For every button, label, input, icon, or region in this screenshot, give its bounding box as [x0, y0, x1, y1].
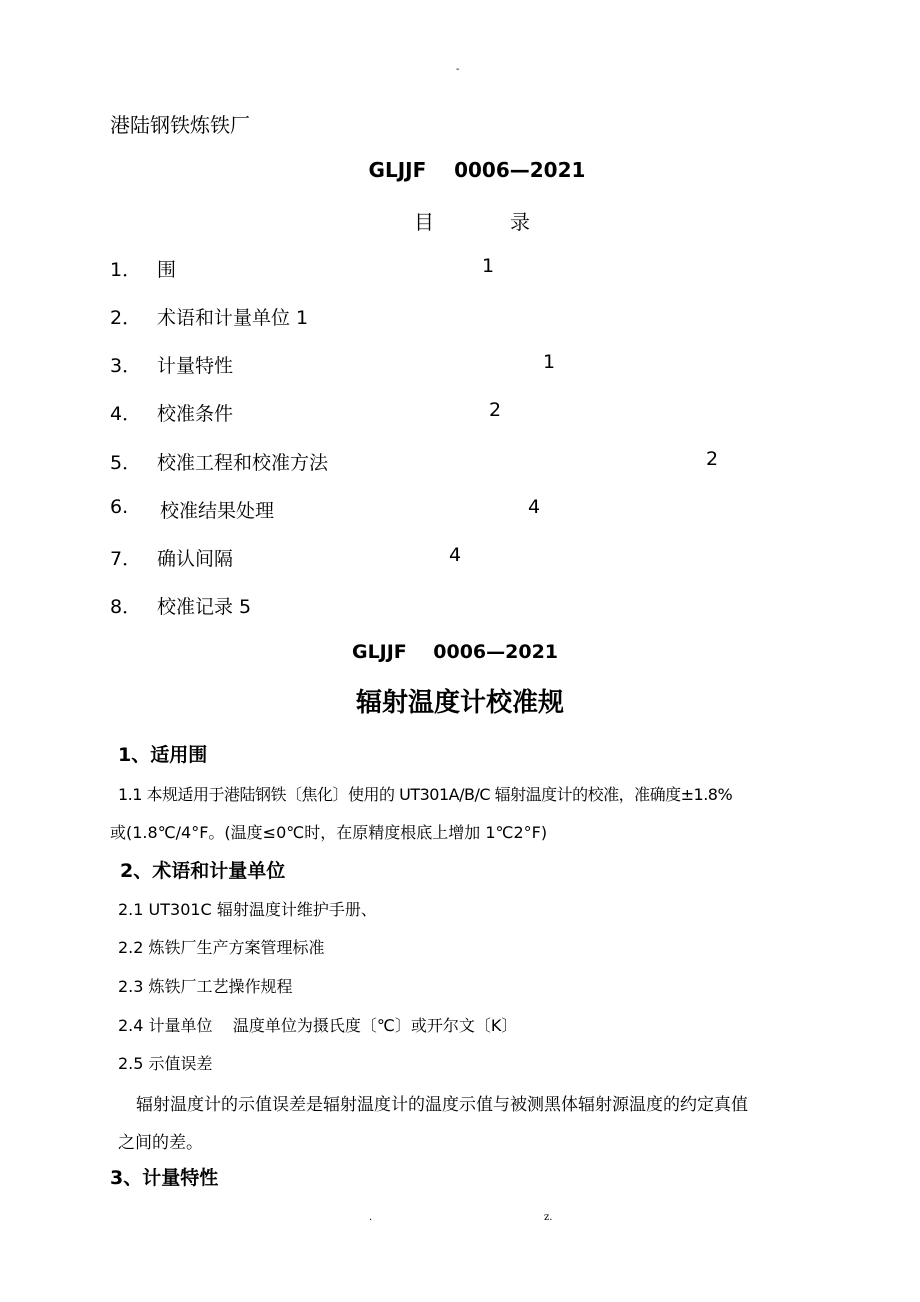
toc-num: 5．	[110, 452, 142, 474]
section-3-heading: 3、计量特性	[110, 1167, 219, 1189]
doc-code: GLJJF 0006—2021	[368, 158, 586, 182]
section-2-item: 2.1 UT301C 辐射温度计维护手册、	[118, 900, 377, 919]
toc-label: 校准条件	[157, 403, 234, 425]
section-1-para-line: 或(1.8℃/4°F。(温度≤0℃时，在原精度根底上增加 1℃2°F)	[110, 823, 548, 842]
toc-num: 3．	[110, 355, 142, 377]
toc-num: 2．	[110, 307, 142, 329]
section-2-item: 2.3 炼铁厂工艺操作规程	[118, 977, 293, 996]
section-2-item: 2.2 炼铁厂生产方案管理标准	[118, 938, 325, 957]
toc-page: 4	[528, 496, 541, 518]
toc-label: 校准结果处理	[160, 500, 275, 522]
toc-num: 1．	[110, 259, 142, 281]
toc-label: 围	[157, 259, 177, 281]
toc-label: 校准记录 5	[157, 596, 252, 618]
toc-page: 2	[706, 448, 719, 470]
toc-title-a: 目	[414, 210, 434, 234]
section-2-para-line: 辐射温度计的示值误差是辐射温度计的温度示值与被测黑体辐射源温度的约定真值	[136, 1095, 748, 1115]
toc-label: 计量特性	[157, 355, 234, 377]
main-title: 辐射温度计校准规	[355, 688, 564, 718]
footer-right-mark: z.	[544, 1212, 553, 1223]
toc-label: 术语和计量单位 1	[157, 307, 309, 329]
section-1-heading: 1、适用围	[118, 744, 208, 766]
toc-num: 8．	[110, 596, 142, 618]
header-mark: -	[456, 64, 460, 75]
toc-page: 1	[482, 255, 495, 277]
toc-num: 7．	[110, 548, 142, 570]
section-2-item: 2.4 计量单位 温度单位为摄氏度〔℃〕或开尔文〔K〕	[118, 1016, 518, 1035]
toc-page: 4	[449, 544, 462, 566]
section-1-para-line: 1.1 本规适用于港陆钢铁〔焦化〕使用的 UT301A/B/C 辐射温度计的校准，准确度±1.8%	[118, 785, 733, 804]
toc-title-b: 录	[510, 210, 530, 234]
toc-label: 确认间隔	[157, 548, 234, 570]
section-2-para-line: 之间的差。	[118, 1133, 203, 1153]
org-name: 港陆钢铁炼铁厂	[110, 113, 250, 137]
toc-label: 校准工程和校准方法	[157, 452, 329, 474]
section-2-heading: 2、术语和计量单位	[120, 860, 286, 882]
toc-num: 4．	[110, 403, 142, 425]
doc-code-2: GLJJF 0006—2021	[351, 641, 559, 663]
section-2-item: 2.5 示值误差	[118, 1054, 213, 1073]
toc-num: 6.	[110, 496, 129, 518]
toc-page: 1	[543, 351, 556, 373]
toc-page: 2	[489, 399, 502, 421]
footer-left-mark: .	[369, 1212, 373, 1223]
